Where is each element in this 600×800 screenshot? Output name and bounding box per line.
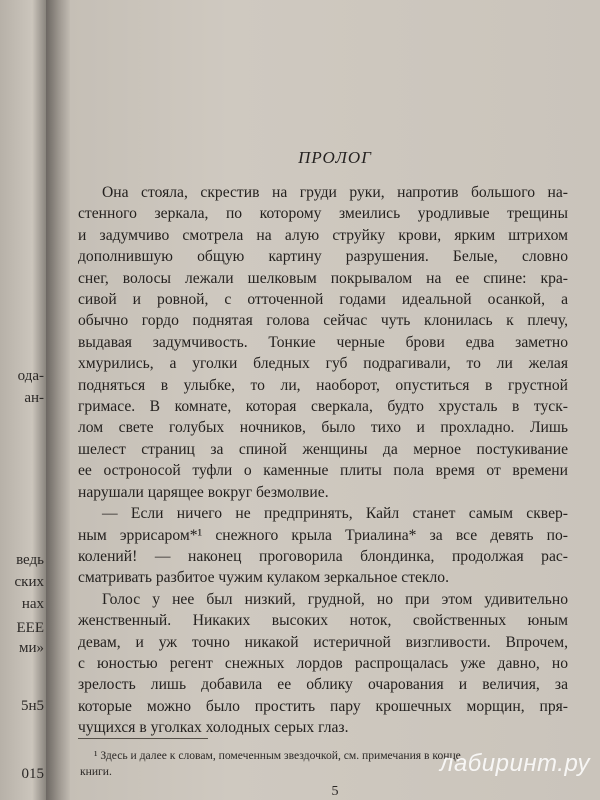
previous-page-fragment: ских <box>14 574 44 590</box>
text-line: снег, волосы лежали шелковым покрывалом на ее спине: кра- <box>78 269 568 287</box>
body-text <box>78 182 568 739</box>
text-line: гримасе. В комнате, которая сверкала, будто хрусталь в туск- <box>78 398 568 416</box>
text-line: с юностью регент снежных лордов распрощалась уже давно, но <box>78 654 568 672</box>
text-line: сматривать разбитое чужим кулаком зеркальное стекло. <box>78 569 449 587</box>
text-line: сивой и ровной, с отточенной годами идеальной осанкой, а <box>78 291 568 309</box>
text-line: нарушали царящее вокруг безмолвие. <box>78 483 329 501</box>
text-line: шелест страниц за спиной женщины да мерное постукивание <box>78 440 568 458</box>
text-line: хмурились, а уголки бледных губ подрагивали, то ли желая <box>78 355 568 373</box>
text-line: которые можно было простить пару крошечных морщин, пря- <box>78 697 568 715</box>
text-line: стенного зеркала, по которому змеились уродливые трещины <box>78 205 568 223</box>
previous-page-fragment: ведь <box>16 552 44 568</box>
watermark-logo: лабиринт.ру <box>439 750 590 777</box>
text-line: Голос у нее был низкий, грудной, но при этом удивительно <box>102 590 568 608</box>
text-line: женственный. Никаких высоких ноток, свойственных юным <box>78 612 568 630</box>
text-line: чущихся в уголках холодных серых глаз. <box>78 719 349 737</box>
text-line: зрелость лишь добавила ее облику очарования и величия, за <box>78 676 568 694</box>
text-line: ее остроносой туфли о каменные плиты пола время от времени <box>78 462 568 480</box>
previous-page-fragment: ми» <box>18 640 44 656</box>
text-line: девам, и уж точно никакой истеричной визгливости. Впрочем, <box>78 633 568 651</box>
previous-page-fragment: 015 <box>21 766 44 782</box>
previous-page-fragment: 5н5 <box>20 698 44 714</box>
text-line: подняться в улыбке, то ли, наоборот, опуститься в грустной <box>78 376 568 394</box>
footnote-line: ¹ Здесь и далее к словам, помеченным звездочкой, см. примечания в конце <box>94 749 461 762</box>
text-line: обычно гордо поднятая голова сейчас чуть клонилась к плечу, <box>78 312 568 330</box>
book-gutter <box>46 0 70 800</box>
footnote-line: книги. <box>80 765 112 778</box>
chapter-title: ПРОЛОГ <box>298 148 372 167</box>
previous-page-fragment: ЕЕЕ <box>16 620 44 636</box>
book-page <box>70 0 600 800</box>
text-line: лом свете голубых ночников, было тихо и прохладно. Лишь <box>78 419 568 437</box>
page-number: 5 <box>331 784 339 799</box>
text-line: дополнившую общую картину разрушения. Белые, словно <box>78 248 568 266</box>
text-line: ным эррисаром*¹ снежного крыла Триалина* за все девять по- <box>78 526 568 544</box>
text-line: колений! — наконец проговорила блондинка, продолжая рас- <box>78 547 568 565</box>
footnote-separator <box>78 738 208 739</box>
text-line: выдавая задумчивость. Тонкие черные брови едва заметно <box>78 333 568 351</box>
previous-page-fragment: нах <box>21 596 44 612</box>
previous-page-fragment: ода- <box>17 368 44 384</box>
text-line: — Если ничего не предпринять, Кайл станет самым сквер- <box>102 505 568 523</box>
text-line: и задумчиво смотрела на алую струйку крови, ярким штрихом <box>78 226 568 244</box>
text-line: Она стояла, скрестив на груди руки, напротив большого на- <box>102 184 568 201</box>
previous-page-fragment: ан- <box>24 390 44 406</box>
previous-page-edge <box>0 0 46 800</box>
